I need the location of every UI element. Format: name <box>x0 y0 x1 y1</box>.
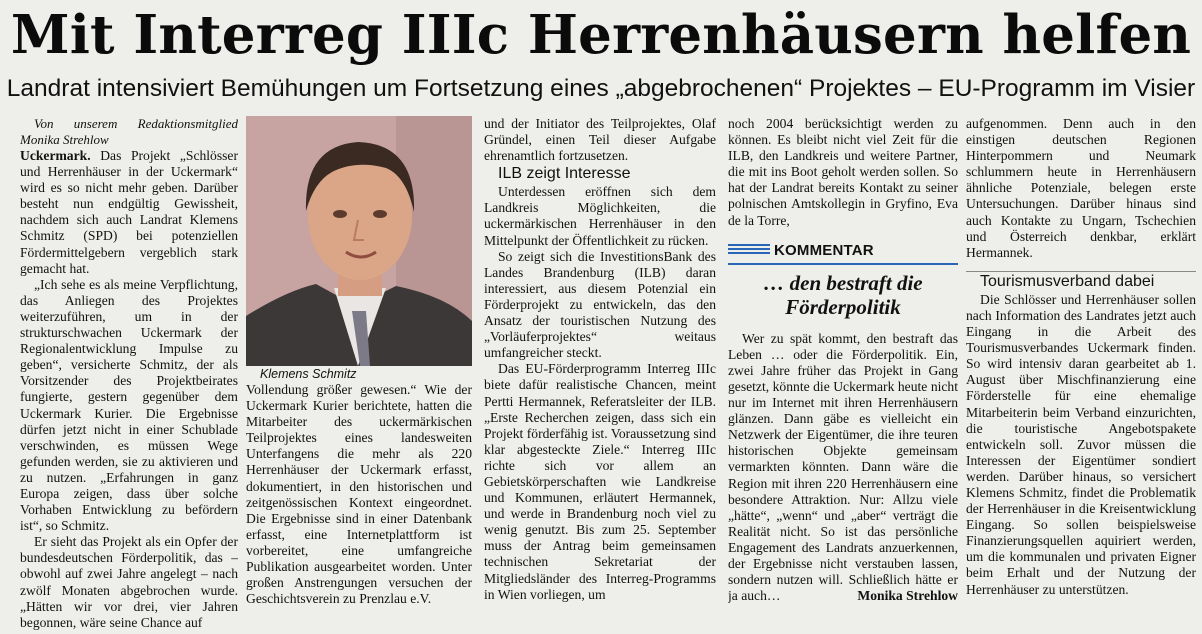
paragraph: „Ich sehe es als meine Verpflichtung, das Anliegen des Projektes weiterzuführen, um in der strukturschwachen Uckermark der Regionalentwicklung Impulse zu geben“, versicherte Schmitz, der als Vorsitzender des Projektbeirates fungierte, gestern gegenüber dem Uckermark Kurier. Die Ergebnisse dürfen jetzt nicht in einer Schublade verschwinden, es müssen Wege gefunden werden, sie zu aktivieren und zu nutzen. „Erfahrungen in ganz Europa zeigen, dass über solche Vorhaben Entwicklung zu befördern ist“, so Schmitz. <box>20 276 238 534</box>
column-4 <box>728 116 958 632</box>
paragraph: Er sieht das Projekt als ein Opfer der bundesdeutschen Förderpolitik, das – obwohl auf zwei Jahre angelegt – nach zwölf Monaten abgebrochen wurde. „Hätten wir vor drei, vier Jahren begonnen, wäre seine Chance auf <box>20 534 238 630</box>
section-subtitle: Tourismusverband dabei <box>980 272 1155 290</box>
photo-caption: Klemens Schmitz <box>260 367 357 381</box>
byline: Von unserem Redaktionsmitglied Monika Strehlow <box>20 116 238 147</box>
paragraph: Vollendung größer gewesen.“ Wie der Uckermark Kurier berichtete, hatten die Mitarbeiter des uckermärkischen Teilprojektes eines landesweiten Unterfangens die mehr als 220 Herrenhäuser der Uckermark erfasst, dokumentiert, in den historischen und zeitgenössischen Kontext eingeordnet. Die Ergebnisse sind in einer Datenbank erfasst, eine Internetplattform ist vorbereitet, eine umfangreiche Publikation ausgearbeitet worden. Unter großen Anstrengungen versuchen der Geschichtsverein zu Prenzlau e.V. <box>246 382 472 607</box>
paragraph: und der Initiator des Teilprojektes, Olaf Gründel, einen Teil dieser Aufgabe ehrenamtlich fortzusetzen. <box>484 116 716 164</box>
kommentar-rule <box>728 263 958 265</box>
paragraph: noch 2004 berücksichtigt werden zu können. Es bleibt nicht viel Zeit für die ILB, den Landkreis und weitere Partner, die mit ins Boot geholt werden sollen. So hat der Landrat bereits Kontakt zu seiner polnischen Amtskollegin in Gryfino, Eva de la Torre, <box>728 116 958 228</box>
paragraph <box>20 148 238 277</box>
kommentar-body: Wer zu spät kommt, den bestraft das Leben … oder die Förderpolitik. Ein, zwei Jahre früher das Projekt in Gang gesetzt, könnte die Uckermark heute nicht nur im Internet mit ihren Herrenhäusern glänzen. Dann gäbe es vielleicht ein Netzwerk der Eigentümer, die ihre teuren historischen Objekte gemeinsam vermarkten könnten. Dann wäre die Region mit ihren 220 Herrenhäusern eine besondere Attraktion. Nur: Allzu viele „hätte“, „wenn“ und „aber“ verträgt die Realität nicht. So ist das persönliche Engagement des Landrats anzuerkennen, der Ergebnisse nicht verstauben lassen, sondern nutzen will. Schließlich hätte er ja auch… <box>728 330 958 604</box>
kommentar-title: … den bestraft die Förderpolitik <box>763 270 923 319</box>
portrait-illustration <box>246 116 472 366</box>
paragraph: Die Schlösser und Herrenhäuser sollen nach Information des Landrates jetzt auch Eingang in die Arbeit des Tourismusverbandes Uckermark finden. So wird intensiv daran gearbeitet ab 1. August über Mischfinanzierung eine Förderstelle für eine ehemalige Mitarbeiterin beim Verband einzurichten, die touristische Angebotspakete entwickeln soll. Zuvor müssen die Interessen der Eigentümer sondiert werden. Darüber hinaus, so versichert Klemens Schmitz, findet die Problematik der Herrenhäuser in die Kreisentwicklung Eingang. So sollen beispielsweise Finanzierungsquellen aquiriert werden, um die kommunalen und privaten Eigner beim Erhalt und der Nutzung der Herrenhäuser zu unterstützen. <box>966 291 1196 597</box>
paragraph: So zeigt sich die InvestitionsBank des Landes Brandenburg (ILB) daran interessiert, aus diesem Potenzial ein Förderprojekt zu entwickeln, das den Ansatz der touristischen Nutzung des „Vorläuferprojektes“ weitaus umfangreicher steckt. <box>484 248 716 361</box>
paragraph: Unterdessen eröffnen sich dem Landkreis Möglichkeiten, die uckermärkischen Herrenhäuser in den Mittelpunkt der Öffentlichkeit zu rücken. <box>484 184 716 248</box>
column-2 <box>246 116 472 632</box>
column-5 <box>966 116 1196 632</box>
subheadline: Landrat intensiviert Bemühungen um Fortsetzung eines „abgebrochenen“ Projektes – EU-Programm im Visier <box>6 75 1196 102</box>
column-3 <box>484 116 716 632</box>
paragraph: aufgenommen. Denn auch in den einstigen deutschen Regionen Hinterpommern und Neumark schlummern heute in Herrenhäusern ähnliche Potenziale, belegen erste Untersuchungen. Darüber hinaus sind auch Kontakte zu Ungarn, Tschechien und Österreich denkbar, erklärt Hermannek. <box>966 116 1196 260</box>
headline: Mit Interreg IIIc Herrenhäusern helfen <box>10 4 1192 66</box>
signature: Monika Strehlow <box>857 588 958 604</box>
kommentar-text <box>728 331 958 605</box>
dateline: Uckermark. <box>20 148 91 163</box>
column-1 <box>20 116 238 632</box>
kommentar-badge <box>728 241 958 261</box>
paragraph: Das EU-Förderprogramm Interreg IIIc biete dafür realistische Chancen, meint Pertti Hermannek, Referatsleiter der ILB. „Erste Recherchen zeigen, dass sich ein Projekt förderfähig ist. Voraussetzung sind klar abgesteckte Ziele.“ Interreg IIIc richte sich vor allem an Gebietskörperschaften wie Landkreise und Kommunen, erläutert Hermannek, und werde in Brandenburg noch viel zu wenig genutzt. Bis zum 25. September muss der Antrag beim gemeinsamen technischen Sekretariat der Mitgliedsländer des Interreg-Programms in Wien vorliegen, um <box>484 361 716 602</box>
section-subtitle: ILB zeigt Interesse <box>498 165 631 183</box>
portrait-photo <box>246 116 472 366</box>
speed-lines-icon <box>728 244 770 258</box>
paragraph-text: Das Projekt „Schlösser und Herrenhäuser in der Uckermark“ wird es so nicht mehr geben. Darüber besteht nun endgültig Gewissheit, nachdem sich auch Landrat Klemens Schmitz (SPD) bei potenziellen Fördermittelgebern vergeblich stark gemacht hat. <box>20 148 238 276</box>
kommentar-label: KOMMENTAR <box>774 241 874 259</box>
